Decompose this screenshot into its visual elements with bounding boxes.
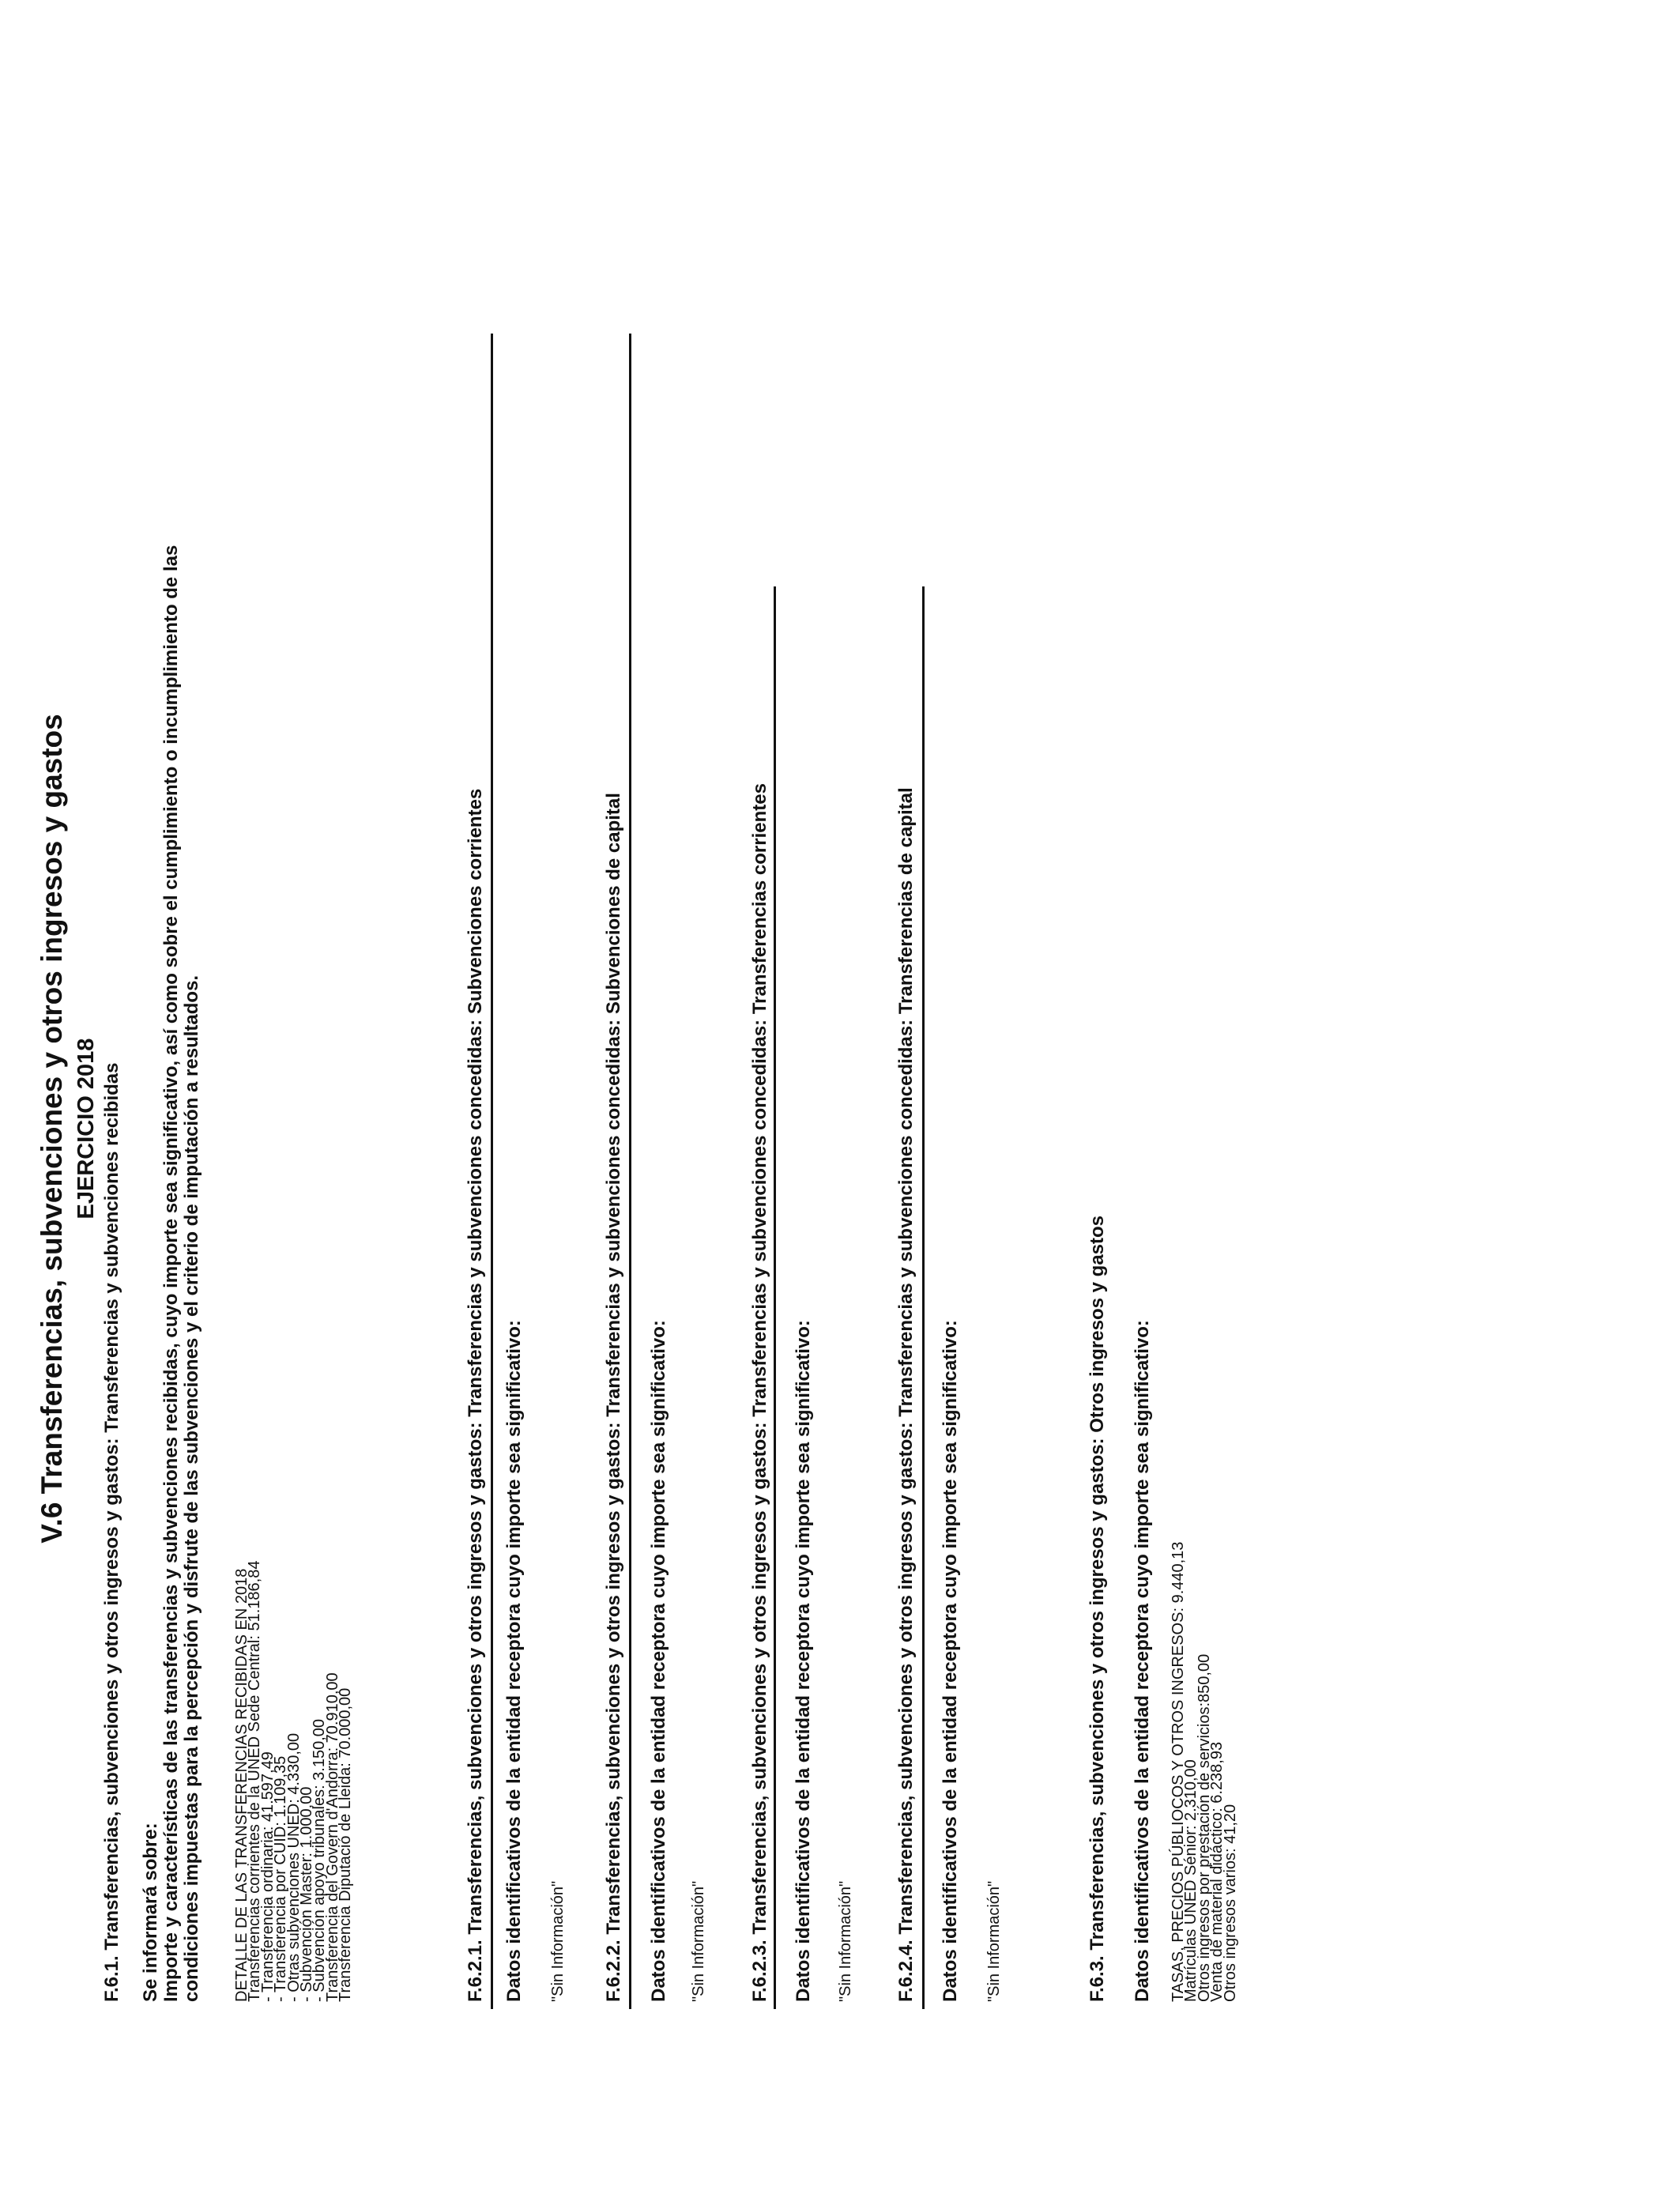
- detail-line: - Transferencia por CUID: 1.109,35: [272, 1755, 290, 2002]
- detail-line: Transferencia del Govern d'Andorra: 70.910,00: [323, 1672, 341, 2002]
- detail-line: - Otras subvenciones UNED: 4.330,00: [284, 1732, 303, 2002]
- f61-detail-block: [233, 1560, 355, 2002]
- section-divider: [629, 334, 631, 2009]
- f624-value: "Sin Información": [985, 1880, 1003, 2002]
- f622-label: Datos identificativos de la entidad receptora cuyo importe sea significativo:: [648, 1320, 669, 2002]
- inform-line-2: condiciones impuestas para la percepción y disfrute de las subvenciones y el criterio de imputación a resultados.: [181, 974, 202, 2002]
- detail-line: Matrículas UNED Sénior: 2.310,00: [1182, 1759, 1200, 2002]
- f63-label: Datos identificativos de la entidad receptora cuyo importe sea significativo:: [1132, 1320, 1153, 2002]
- detail-line: Transferencia Diputació de Lleida: 70.000,00: [337, 1687, 355, 2002]
- f621-value: "Sin Información": [549, 1880, 567, 2002]
- page-subtitle: EJERCICIO 2018: [73, 1038, 99, 1220]
- section-divider: [774, 586, 776, 2009]
- inform-line-1: Importe y características de las transferencias y subvenciones recibidas, cuyo importe sea significativo, así como sobre el cumplimiento o incumplimiento de las: [160, 545, 182, 2002]
- section-divider: [922, 586, 925, 2009]
- section-f624-heading: F.6.2.4. Transferencias, subvenciones y otros ingresos y gastos: Transferencias y subvenciones concedidas: Transferencias de capital: [895, 787, 917, 2002]
- page-title: V.6 Transferencias, subvenciones y otros ingresos y gastos: [36, 714, 68, 1544]
- detail-line: Otros ingresos varios: 41,20: [1221, 1804, 1239, 2002]
- section-f623-heading: F.6.2.3. Transferencias, subvenciones y otros ingresos y gastos: Transferencias y subvenciones concedidas: Transferencias corrientes: [749, 783, 770, 2002]
- section-f63-heading: F.6.3. Transferencias, subvenciones y otros ingresos y gastos: Otros ingresos y gastos: [1087, 1215, 1108, 2002]
- f63-detail-block: [1172, 1542, 1237, 2002]
- section-divider: [491, 334, 493, 2009]
- f622-value: "Sin Información": [690, 1880, 707, 2002]
- detail-line: TASAS, PRECIOS PÚBLIOCOS Y OTROS INGRESOS: 9.440,13: [1170, 1541, 1187, 2002]
- section-f621-heading: F.6.2.1. Transferencias, subvenciones y otros ingresos y gastos: Transferencias y subvenciones concedidas: Subvenciones corrientes: [465, 788, 486, 2002]
- detail-line: - Transferencia ordinaria: 41.597,49: [258, 1751, 277, 2002]
- detail-line: - Subvención Master: 1.000,00: [298, 1786, 316, 2002]
- f623-value: "Sin Información": [837, 1880, 854, 2002]
- detail-line: Venta de material didáctico: 6.238,93: [1208, 1741, 1226, 2002]
- section-f61-heading: F.6.1. Transferencias, subvenciones y otros ingresos y gastos: Transferencias y subvenciones recibidas: [101, 1062, 122, 2002]
- detail-line: Otros ingresos por prestación de servicios:850,00: [1195, 1653, 1213, 2002]
- f621-label: Datos identificativos de la entidad receptora cuyo importe sea significativo:: [503, 1320, 525, 2002]
- section-f622-heading: F.6.2.2. Transferencias, subvenciones y otros ingresos y gastos: Transferencias y subvenciones concedidas: Subvenciones de capital: [603, 793, 624, 2002]
- inform-label: Se informará sobre:: [140, 1823, 161, 2002]
- f623-label: Datos identificativos de la entidad receptora cuyo importe sea significativo:: [793, 1320, 814, 2002]
- f624-label: Datos identificativos de la entidad receptora cuyo importe sea significativo:: [940, 1320, 961, 2002]
- detail-line: DETALLE DE LAS TRANSFERENCIAS RECIBIDAS EN 2018: [233, 1568, 250, 2002]
- detail-line: - Subvención apoyo tribunales: 3.150,00: [311, 1718, 329, 2002]
- detail-line: Transferencias corrientes de la UNED Sede Central: 51.186,84: [246, 1560, 264, 2002]
